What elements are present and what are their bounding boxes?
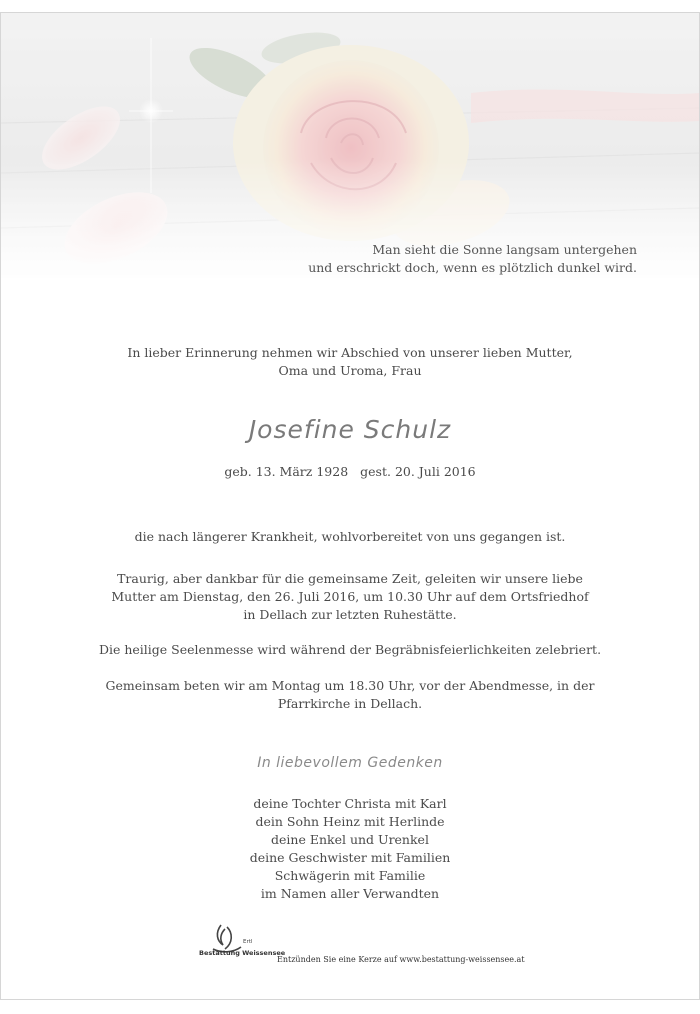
mourner-item: deine Tochter Christa mit Karl bbox=[253, 796, 447, 811]
passing-text: die nach längerer Krankheit, wohlvorbereitet von uns gegangen ist. bbox=[134, 529, 566, 544]
mourner-item: deine Geschwister mit Familien bbox=[249, 850, 451, 865]
mourner-item: dein Sohn Heinz mit Herlinde bbox=[255, 814, 445, 829]
death-date: gest. 20. Juli 2016 bbox=[360, 464, 476, 479]
rose-header-image bbox=[1, 13, 699, 278]
quote-line-1: Man sieht die Sonne langsam untergehen bbox=[372, 242, 637, 257]
intro-text bbox=[1, 344, 699, 380]
rose-illustration bbox=[1, 13, 699, 278]
logo-small-text: Ertl bbox=[243, 939, 253, 945]
birth-date: geb. 13. März 1928 bbox=[224, 464, 349, 479]
mourner-item: Schwägerin mit Familie bbox=[274, 868, 426, 883]
mourners-list bbox=[1, 795, 699, 903]
deceased-name: Josefine Schulz bbox=[248, 415, 452, 444]
footer bbox=[199, 921, 525, 971]
mass-text: Die heilige Seelenmesse wird während der Begräbnisfeierlichkeiten zelebriert. bbox=[98, 642, 602, 657]
intro-line-2: Oma und Uroma, Frau bbox=[278, 363, 422, 378]
funeral-text bbox=[1, 570, 699, 624]
life-dates bbox=[1, 463, 699, 481]
logo-name: Bestattung Weissensee bbox=[199, 949, 286, 957]
gedenken-title: In liebevollem Gedenken bbox=[257, 755, 443, 771]
quote-line-2: und erschrickt doch, wenn es plötzlich dunkel wird. bbox=[308, 260, 637, 275]
candle-link-text[interactable]: Entzünden Sie eine Kerze auf www.bestattung-weissensee.at bbox=[277, 955, 525, 964]
header-quote bbox=[308, 241, 637, 277]
prayer-line-1: Gemeinsam beten wir am Montag um 18.30 Uhr, vor der Abendmesse, in der bbox=[105, 678, 595, 693]
mourner-item: deine Enkel und Urenkel bbox=[271, 832, 429, 847]
funeral-line-3: in Dellach zur letzten Ruhestätte. bbox=[243, 607, 457, 622]
funeral-line-1: Traurig, aber dankbar für die gemeinsame Zeit, geleiten wir unsere liebe bbox=[117, 571, 583, 586]
mourner-item: im Namen aller Verwandten bbox=[260, 886, 440, 901]
intro-line-1: In lieber Erinnerung nehmen wir Abschied von unserer lieben Mutter, bbox=[127, 345, 573, 360]
obituary-card bbox=[0, 12, 700, 1000]
prayer-line-2: Pfarrkirche in Dellach. bbox=[277, 696, 423, 711]
prayer-text bbox=[1, 677, 699, 713]
funeral-line-2: Mutter am Dienstag, den 26. Juli 2016, um 10.30 Uhr auf dem Ortsfriedhof bbox=[111, 589, 589, 604]
